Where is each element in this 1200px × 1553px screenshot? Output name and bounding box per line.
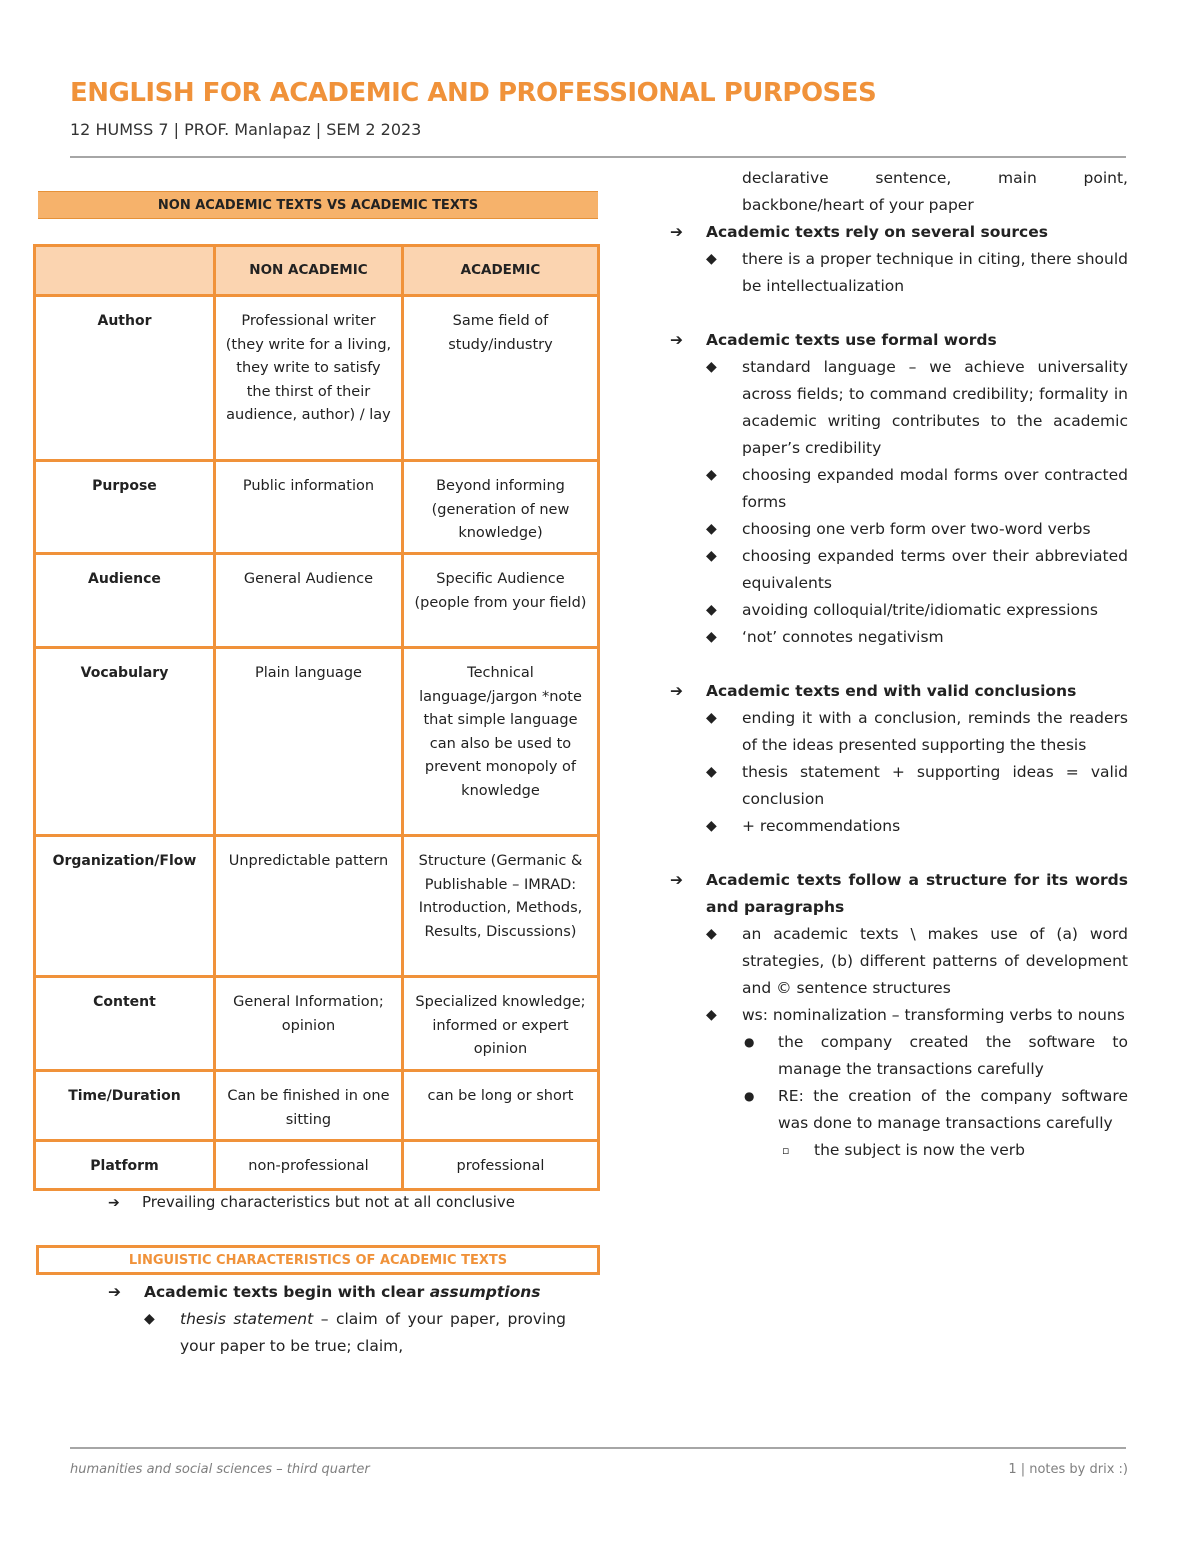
point-title-emphasis: assumptions: [429, 1283, 541, 1301]
bullet-text: an academic texts \ makes use of (a) word strategies, (b) different patterns of development and © sentence structures: [742, 925, 1128, 997]
non-academic-cell: General Information; opinion: [214, 977, 402, 1071]
list-item: [706, 705, 1128, 759]
page-title: ENGLISH FOR ACADEMIC AND PROFESSIONAL PURPOSES: [70, 78, 877, 108]
list-item: [706, 462, 1128, 516]
sub-bullet-text: the company created the software to manage the transactions carefully: [778, 1033, 1128, 1078]
academic-cell: professional: [402, 1141, 598, 1190]
diamond-icon: ◆: [706, 764, 717, 780]
list-item: [706, 813, 1128, 840]
table-header-cell: ACADEMIC: [402, 246, 598, 296]
dot-icon: ●: [744, 1035, 755, 1049]
row-label: Time/Duration: [35, 1071, 215, 1141]
diamond-icon: ◆: [706, 1007, 717, 1023]
diamond-icon: ◆: [706, 926, 717, 942]
table-row: [35, 461, 599, 554]
arrow-icon: ➔: [108, 1195, 120, 1211]
bullet-text: ending it with a conclusion, reminds the readers of the ideas presented supporting the thesis: [742, 709, 1128, 754]
list-item: [706, 921, 1128, 1002]
list-item: [670, 678, 1128, 705]
point-title: Academic texts use formal words: [706, 331, 997, 349]
footer-left-text: humanities and social sciences – third quarter: [70, 1462, 370, 1477]
arrow-icon: ➔: [670, 871, 683, 889]
row-label: Platform: [35, 1141, 215, 1190]
arrow-icon: ➔: [670, 223, 683, 241]
row-label: Purpose: [35, 461, 215, 554]
table-note: [108, 1193, 515, 1211]
diamond-icon: ◆: [706, 629, 717, 645]
arrow-icon: ➔: [670, 331, 683, 349]
row-label: Organization/Flow: [35, 836, 215, 977]
table-row: [35, 554, 599, 648]
list-item: [670, 327, 1128, 354]
square-bullet-icon: ▫: [782, 1144, 790, 1157]
table-header-row: [35, 246, 599, 296]
non-academic-cell: Can be finished in one sitting: [214, 1071, 402, 1141]
list-item: [706, 624, 1128, 651]
list-item: [778, 1137, 1128, 1164]
table-row: [35, 1071, 599, 1141]
non-academic-cell: Plain language: [214, 648, 402, 836]
bullet-text: there is a proper technique in citing, there should be intellectualization: [742, 250, 1128, 295]
sub-sub-bullet-text: the subject is now the verb: [814, 1141, 1025, 1159]
academic-cell: can be long or short: [402, 1071, 598, 1141]
point-title: Academic texts end with valid conclusions: [706, 682, 1077, 700]
page-subtitle: 12 HUMSS 7 | PROF. Manlapaz | SEM 2 2023: [70, 120, 422, 139]
bullet-text: standard language – we achieve universality across fields; to command credibility; formality in academic writing contributes to the academic paper’s credibility: [742, 358, 1128, 457]
diamond-icon: ◆: [706, 548, 717, 564]
footer-page-number: 1 | notes by drix :): [1008, 1462, 1128, 1477]
list-item: [706, 354, 1128, 462]
list-item: [108, 1279, 566, 1306]
non-academic-cell: Professional writer (they write for a living, they write to satisfy the thirst of their audience, author) / lay: [214, 296, 402, 461]
comparison-table: [33, 244, 600, 1191]
academic-cell: Specialized knowledge; informed or expert opinion: [402, 977, 598, 1071]
academic-cell: Technical language/jargon *note that simple language can also be used to prevent monopoly of knowledge: [402, 648, 598, 836]
academic-cell: Beyond informing (generation of new knowledge): [402, 461, 598, 554]
diamond-icon: ◆: [144, 1311, 155, 1327]
diamond-icon: ◆: [706, 710, 717, 726]
table-row: [35, 648, 599, 836]
row-label: Audience: [35, 554, 215, 648]
table-note-text: Prevailing characteristics but not at all conclusive: [142, 1193, 515, 1211]
bullet-text: ws: nominalization – transforming verbs to nouns: [742, 1006, 1125, 1024]
list-item: [706, 516, 1128, 543]
left-column-list: [108, 1279, 566, 1360]
point-title: Academic texts begin with clear: [144, 1283, 430, 1301]
bullet-text: + recommendations: [742, 817, 901, 835]
academic-cell: Same field of study/industry: [402, 296, 598, 461]
list-item: [144, 1306, 566, 1360]
academic-cell: Specific Audience (people from your field): [402, 554, 598, 648]
non-academic-cell: Public information: [214, 461, 402, 554]
diamond-icon: ◆: [706, 251, 717, 267]
bullet-continuation: declarative sentence, main point, backbone/heart of your paper: [742, 169, 1128, 214]
non-academic-cell: non-professional: [214, 1141, 402, 1190]
diamond-icon: ◆: [706, 467, 717, 483]
diamond-icon: ◆: [706, 521, 717, 537]
table-header-cell: [35, 246, 215, 296]
section-heading-linguistic: LINGUISTIC CHARACTERISTICS OF ACADEMIC TEXTS: [36, 1245, 600, 1275]
table-row: [35, 1141, 599, 1190]
list-item: [742, 1083, 1128, 1137]
list-item: [706, 543, 1128, 597]
list-item: [670, 219, 1128, 246]
footer-divider: [70, 1447, 1126, 1449]
bullet-text: choosing expanded terms over their abbreviated equivalents: [742, 547, 1128, 592]
point-title: Academic texts follow a structure for its words and paragraphs: [706, 871, 1128, 916]
list-item: [670, 867, 1128, 921]
bullet-text: – claim of your paper, proving your paper to be true; claim,: [180, 1310, 567, 1355]
table-header-cell: NON ACADEMIC: [214, 246, 402, 296]
dot-icon: ●: [744, 1089, 755, 1103]
table-row: [35, 296, 599, 461]
diamond-icon: ◆: [706, 359, 717, 375]
list-item: [706, 759, 1128, 813]
non-academic-cell: General Audience: [214, 554, 402, 648]
non-academic-cell: Unpredictable pattern: [214, 836, 402, 977]
sub-bullet-text: RE: the creation of the company software was done to manage transactions carefully: [778, 1087, 1128, 1132]
diamond-icon: ◆: [706, 602, 717, 618]
row-label: Vocabulary: [35, 648, 215, 836]
row-label: Content: [35, 977, 215, 1071]
bullet-text: thesis statement + supporting ideas = valid conclusion: [742, 763, 1128, 808]
list-item: [706, 246, 1128, 300]
point-title: Academic texts rely on several sources: [706, 223, 1048, 241]
table-row: [35, 836, 599, 977]
diamond-icon: ◆: [706, 818, 717, 834]
header-divider: [70, 156, 1126, 158]
right-column-list: [670, 165, 1128, 1164]
section-heading-comparison: NON ACADEMIC TEXTS VS ACADEMIC TEXTS: [38, 191, 598, 219]
bullet-text: choosing expanded modal forms over contracted forms: [742, 466, 1128, 511]
list-item: [706, 597, 1128, 624]
bullet-text: ‘not’ connotes negativism: [742, 628, 944, 646]
academic-cell: Structure (Germanic & Publishable – IMRAD: Introduction, Methods, Results, Discussions): [402, 836, 598, 977]
list-item: [742, 1029, 1128, 1083]
arrow-icon: ➔: [108, 1283, 121, 1301]
table-row: [35, 977, 599, 1071]
bullet-text: avoiding colloquial/trite/idiomatic expressions: [742, 601, 1098, 619]
bullet-text: choosing one verb form over two-word verbs: [742, 520, 1091, 538]
row-label: Author: [35, 296, 215, 461]
bullet-emphasis: thesis statement: [180, 1310, 314, 1328]
arrow-icon: ➔: [670, 682, 683, 700]
list-item: [706, 1002, 1128, 1029]
